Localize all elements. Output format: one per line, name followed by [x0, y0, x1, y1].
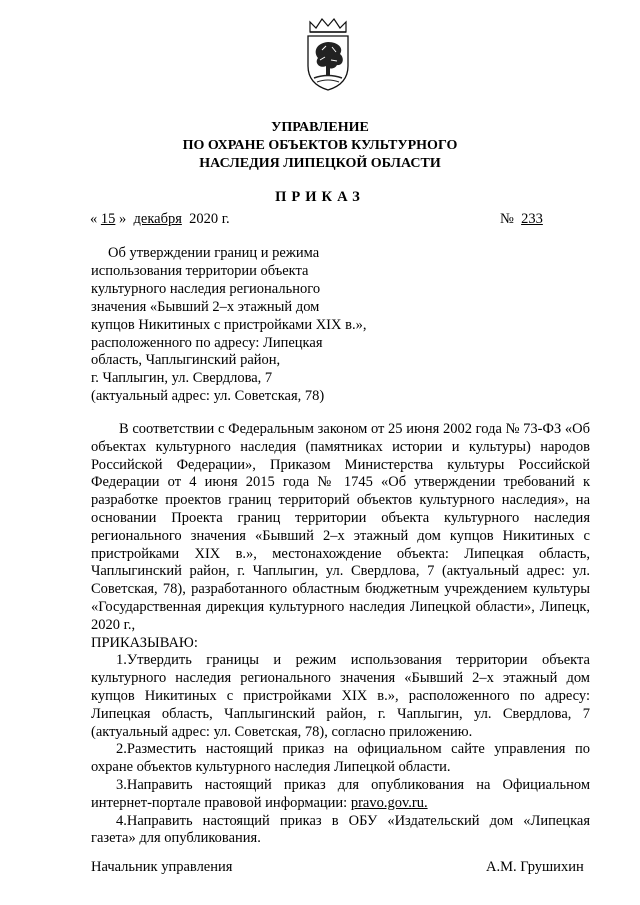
order-item-3 [91, 777, 590, 813]
order-item-2: 2.Разместить настоящий приказ на официальном сайте управления по охране объектов культурного наследия Липецкой области. [91, 741, 590, 776]
pravo-link[interactable]: pravo.gov.ru. [350, 794, 428, 811]
order-word: ПРИКАЗЫВАЮ: [91, 634, 198, 651]
date-day: 15 [100, 211, 116, 227]
subject-line: Об утверждении границ и режима [108, 245, 320, 261]
date-quote-open: « [90, 211, 98, 227]
order-item-1: 1.Утвердить границы и режим использования территории объекта культурного наследия регионального значения «Бывший 2–х этажный дом купцов Никитиных с пристройками XIX в.», расположенного по адресу: Липецкая область, Чаплыгинский район, г. Чаплыгин, ул. Свердлова, 7 (актуальный адрес: ул. Советская, 78), согласно приложению. [91, 652, 590, 740]
org-name-line-3: НАСЛЕДИЯ ЛИПЕЦКОЙ ОБЛАСТИ [199, 156, 441, 171]
subject-line: культурного наследия регионального [91, 280, 321, 297]
document-body [91, 421, 590, 848]
subject-line: область, Чаплыгинский район, [91, 352, 281, 369]
document-date [90, 211, 230, 228]
preamble-paragraph: В соответствии с Федеральным законом от 25 июня 2002 года № 73-ФЗ «Об объектах культурного наследия (памятниках истории и культуры) народов Российской Федерации», Приказом Министерства культуры Российской Федерации от 4 июня 2015 года № 1745 «Об утверждении требований к разработке проектов границ территорий объектов культурного наследия», на основании Проекта границ территории объекта культурного наследия регионального значения «Бывший 2–х этажный дом купцов Никитиных с пристройками XIX в.», местонахождение объекта: Липецкая область, Чаплыгинский район, г. Чаплыгин, ул. Свердлова, 7 (актуальный адрес: ул. Советская, 78), разработанного областным бюджетным учреждением культуры «Государственная дирекция культурного наследия Липецкой области», Липецк, 2020 г., [91, 421, 590, 633]
subject-line: использования территории объекта [91, 262, 309, 279]
document-number [500, 211, 543, 228]
date-quote-close: » [119, 211, 127, 227]
document-subject [91, 245, 371, 406]
org-name-line-2: ПО ОХРАНЕ ОБЪЕКТОВ КУЛЬТУРНОГО [182, 138, 458, 153]
subject-line: купцов Никитиных с пристройками XIX в.», [91, 316, 367, 333]
subject-line: (актуальный адрес: ул. Советская, 78) [91, 388, 325, 405]
number-sign: № [500, 211, 514, 227]
date-year: 2020 г. [189, 211, 230, 227]
subject-line: значения «Бывший 2–х этажный дом [91, 298, 320, 315]
signature-name: А.М. Грушихин [486, 859, 584, 875]
subject-line: расположенного по адресу: Липецкая [91, 334, 323, 351]
coat-of-arms-icon [302, 16, 354, 92]
number-value: 233 [521, 211, 543, 227]
subject-line: г. Чаплыгин, ул. Свердлова, 7 [91, 370, 273, 387]
document-type-title: ПРИКАЗ [275, 189, 365, 205]
order-item-4: 4.Направить настоящий приказ в ОБУ «Издательский дом «Липецкая газета» для опубликования. [91, 812, 590, 847]
org-name-line-1: УПРАВЛЕНИЕ [271, 120, 369, 135]
order-item-3-text: 3.Направить настоящий приказ для опубликования на Официальном интернет-портале правовой информации: [91, 776, 590, 811]
signature-position: Начальник управления [91, 859, 233, 875]
date-month: декабря [133, 211, 182, 227]
